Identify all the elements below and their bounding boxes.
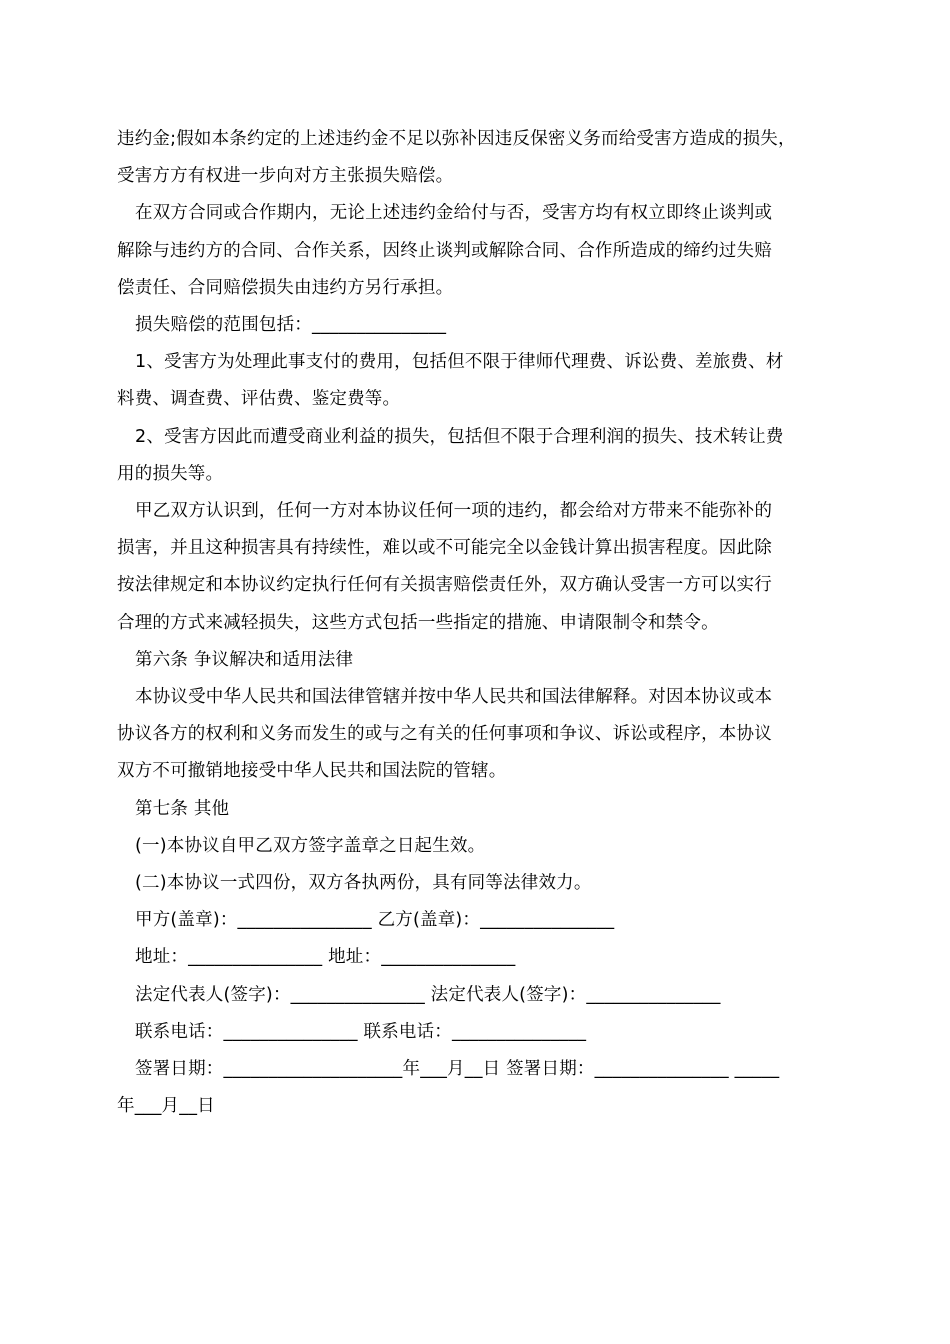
text-line-18: 双方不可撤销地接受中华人民共和国法院的管辖。 — [117, 761, 507, 782]
text-line-3: 在双方合同或合作期内，无论上述违约金给付与否，受害方均有权立即终止谈判或 — [135, 203, 773, 224]
text-line-7: 1、受害方为处理此事支付的费用，包括但不限于律师代理费、诉讼费、差旅费、材 — [135, 352, 784, 373]
text-line-11: 甲乙双方认识到，任何一方对本协议任何一项的违约，都会给对方带来不能弥补的 — [135, 501, 773, 522]
text-line-14: 合理的方式来减轻损失，这些方式包括一些指定的措施、申请限制令和禁令。 — [117, 612, 719, 633]
article-seven-heading: 第七条 其他 — [135, 798, 230, 819]
text-line-13: 按法律规定和本协议约定执行任何有关损害赔偿责任外，双方确认受害一方可以实行 — [117, 575, 772, 596]
damages-scope-line: 损失赔偿的范围包括：_______________ — [135, 315, 447, 336]
text-line-12: 损害，并且这种损害具有持续性，难以或不可能完全以金钱计算出损害程度。因此除 — [117, 538, 772, 559]
text-line-4: 解除与违约方的合同、合作关系，因终止谈判或解除合同、合作所造成的缔约过失赔 — [117, 240, 772, 261]
text-line-16: 本协议受中华人民共和国法律管辖并按中华人民共和国法律解释。对因本协议或本 — [135, 687, 773, 708]
text-line-2: 受害方方有权进一步向对方主张损失赔偿。 — [117, 166, 454, 187]
text-line-17: 协议各方的权利和义务而发生的或与之有关的任何事项和争议、诉讼或程序，本协议 — [117, 724, 772, 745]
article-six-heading: 第六条 争议解决和适用法律 — [135, 649, 354, 670]
text-line-10: 用的损失等。 — [117, 463, 224, 484]
text-line-1: 违约金;假如本条约定的上述违约金不足以弥补因违反保密义务而给受害方造成的损失， — [117, 129, 796, 149]
document-body — [117, 121, 837, 1125]
text-line-9: 2、受害方因此而遭受商业利益的损失，包括但不限于合理利润的损失、技术转让费 — [135, 426, 784, 447]
signing-date-line: 签署日期：____________________年___月__日 签署日期：_______________ _____ — [135, 1059, 780, 1080]
clause-one: (一)本协议自甲乙双方签字盖章之日起生效。 — [135, 835, 486, 856]
address-line: 地址：_______________ 地址：_______________ — [135, 947, 516, 968]
signing-date-continuation: 年___月__日 — [117, 1096, 215, 1117]
clause-two: (二)本协议一式四份，双方各执两份，具有同等法律效力。 — [135, 873, 592, 894]
text-line-5: 偿责任、合同赔偿损失由违约方另行承担。 — [117, 277, 454, 298]
legal-representative-line: 法定代表人(签字)：_______________ 法定代表人(签字)：_______________ — [135, 984, 721, 1005]
text-line-8: 料费、调查费、评估费、鉴定费等。 — [117, 389, 401, 410]
phone-line: 联系电话：_______________ 联系电话：_______________ — [135, 1021, 587, 1042]
party-seal-line: 甲方(盖章)：_______________ 乙方(盖章)：_______________ — [135, 910, 615, 931]
